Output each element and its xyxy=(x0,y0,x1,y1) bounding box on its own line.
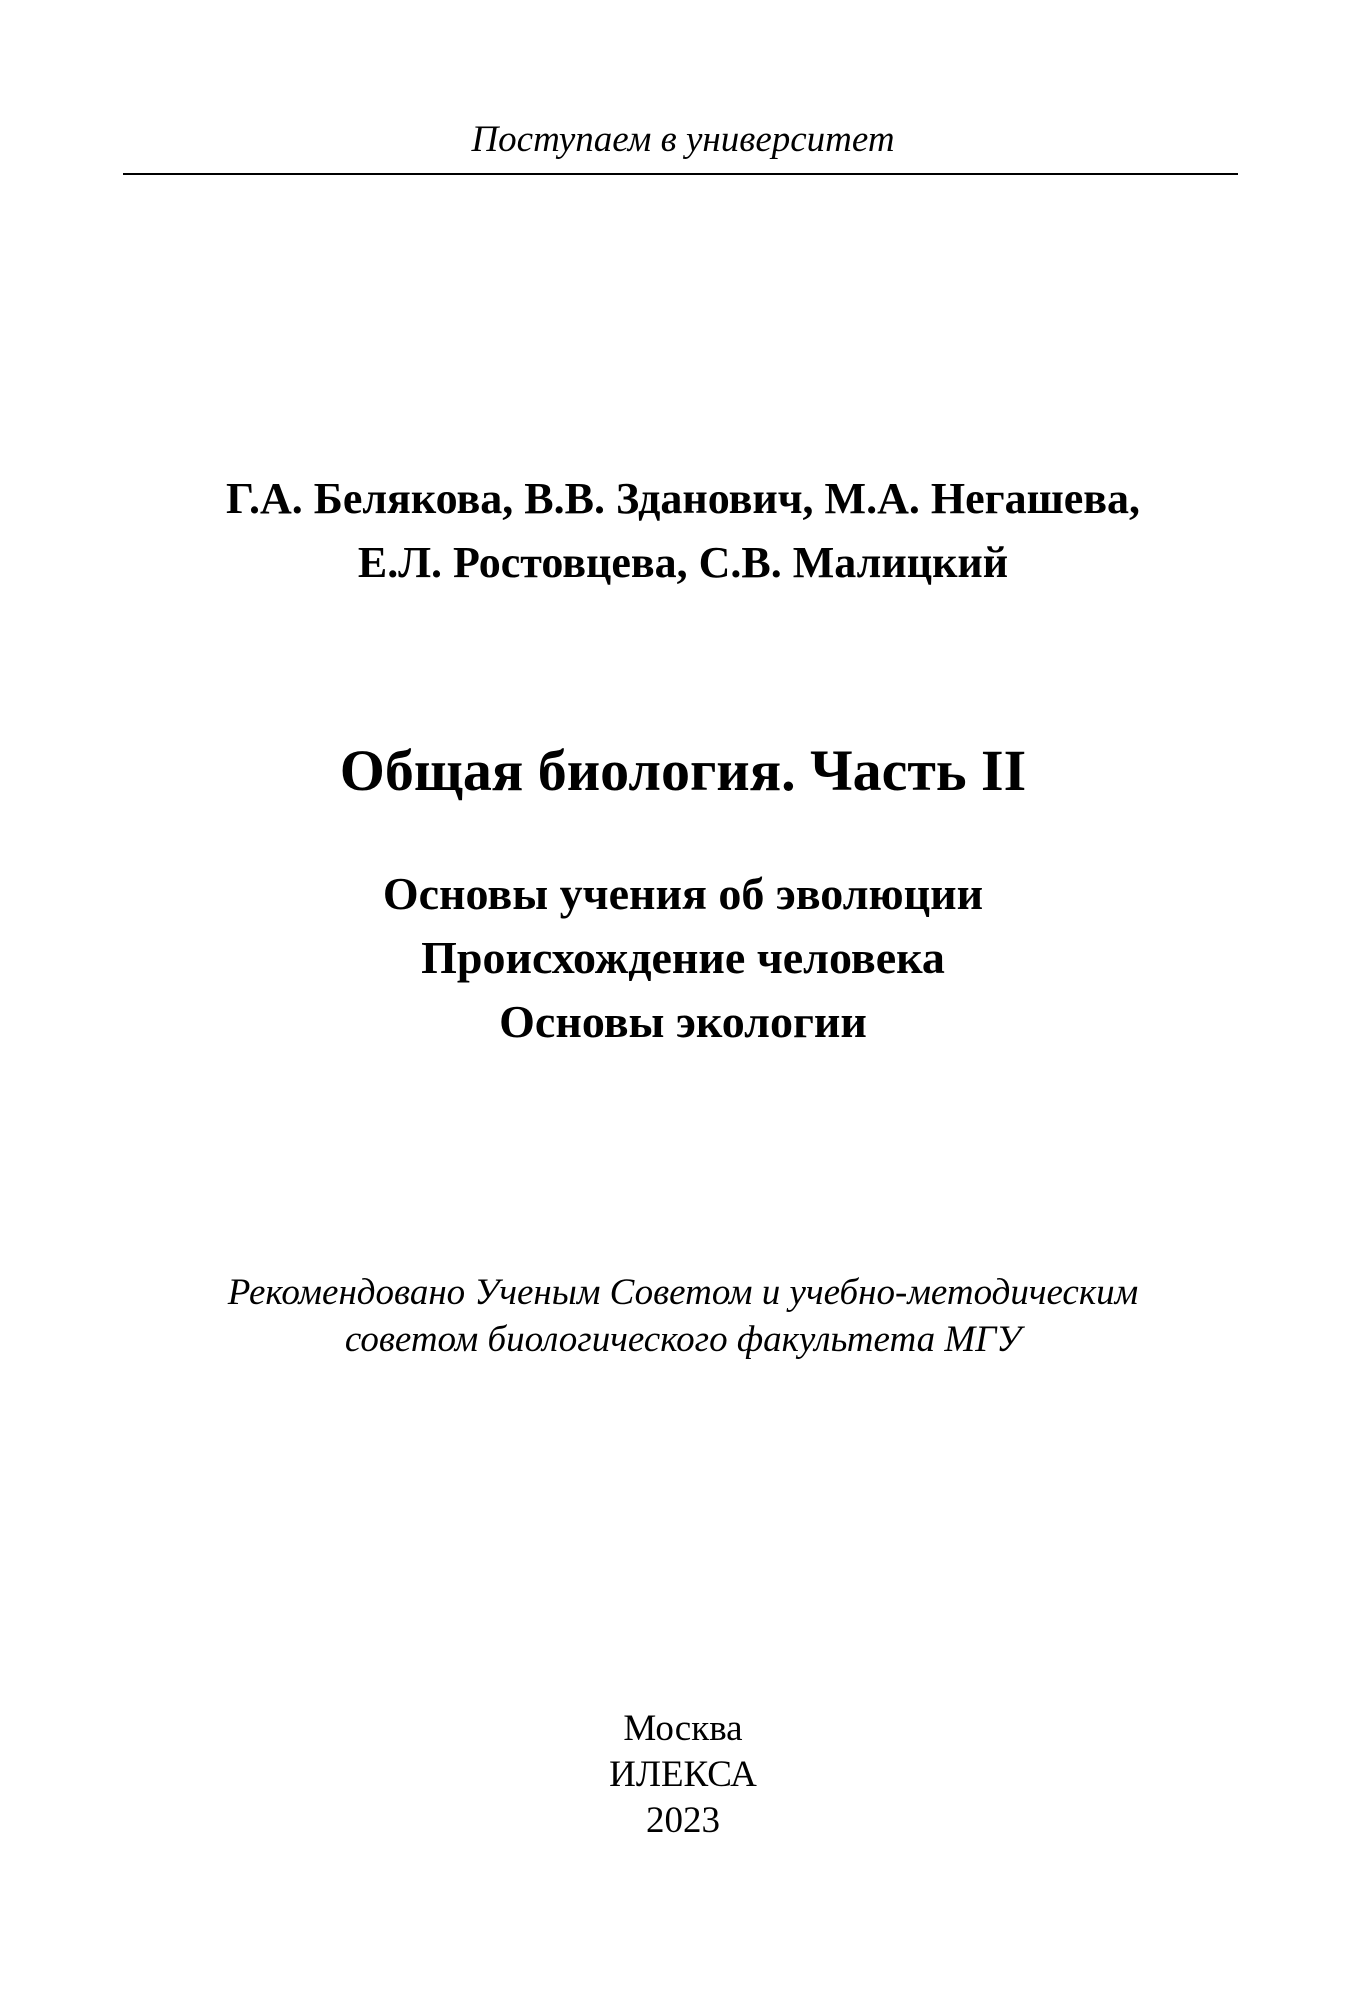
authors-line-2: Е.Л. Ростовцева, С.В. Малицкий xyxy=(357,538,1009,587)
recommendation-note xyxy=(0,1269,1366,1363)
subtitle-evolution: Основы учения об эволюции xyxy=(382,868,984,919)
authors xyxy=(0,467,1366,595)
recommendation-line-1: Рекомендовано Ученым Советом и учебно-методическим xyxy=(227,1272,1139,1313)
book-title: Общая биология. Часть II xyxy=(339,738,1027,803)
imprint-publisher: ИЛЕКСА xyxy=(609,1754,757,1795)
series-header: Поступаем в университет xyxy=(471,119,895,160)
recommendation-line-2: советом биологического факультета МГУ xyxy=(344,1319,1022,1360)
imprint-year: 2023 xyxy=(646,1800,720,1841)
subtitle-ecology: Основы экологии xyxy=(499,996,867,1047)
header-divider xyxy=(123,173,1238,175)
subtitle-human-origin: Происхождение человека xyxy=(421,932,945,983)
imprint xyxy=(0,1706,1366,1844)
subtitles xyxy=(0,862,1366,1054)
imprint-city: Москва xyxy=(623,1708,743,1749)
authors-line-1: Г.А. Белякова, В.В. Зданович, М.А. Негашева, xyxy=(225,474,1141,523)
